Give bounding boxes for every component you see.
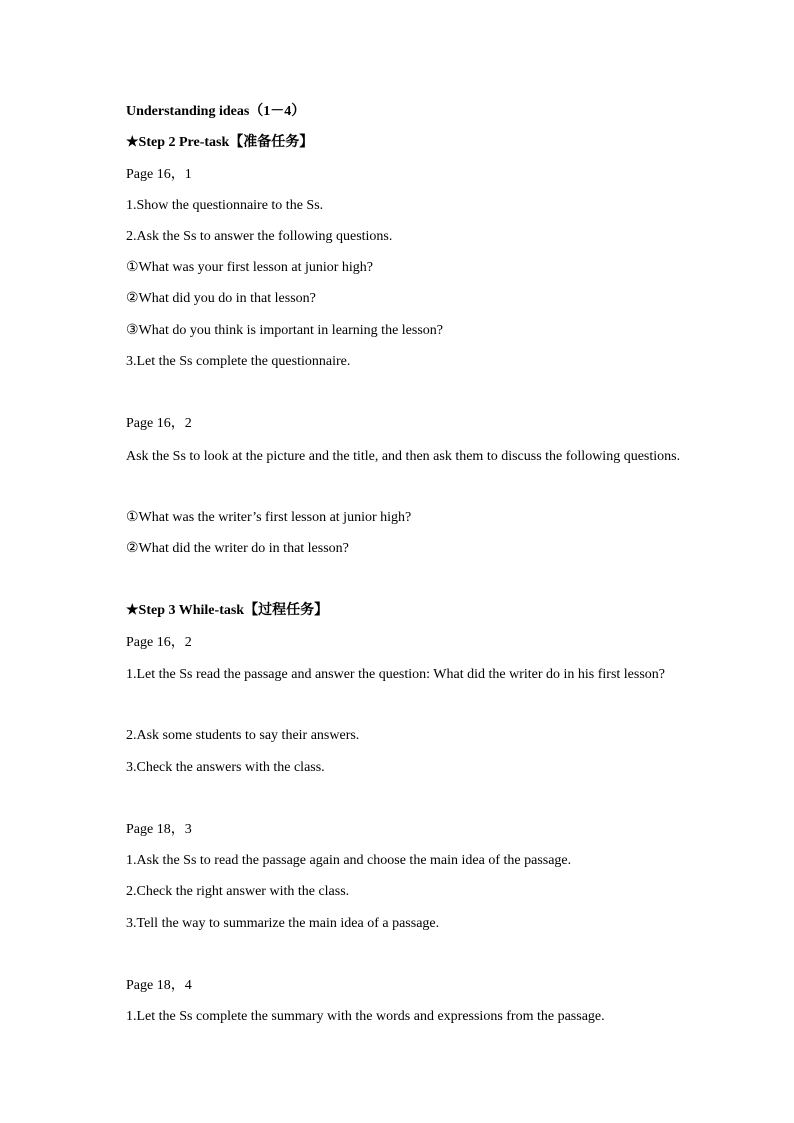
step3-item: 1.Let the Ss complete the summary with the words and expressions from the passage.: [126, 1009, 605, 1024]
step2-question: ②What did the writer do in that lesson?: [126, 541, 349, 556]
step3-item: 3.Tell the way to summarize the main idea of a passage.: [126, 916, 440, 931]
step3-item: 3.Check the answers with the class.: [126, 760, 325, 775]
step2-question: ①What was the writer’s first lesson at junior high?: [126, 510, 412, 525]
step3-page-ref-1: Page 16，2: [126, 635, 192, 650]
step2-item: 3.Let the Ss complete the questionnaire.: [126, 354, 351, 369]
step2-item: 1.Show the questionnaire to the Ss.: [126, 198, 324, 213]
step3-item: 1.Ask the Ss to read the passage again and choose the main idea of the passage.: [126, 853, 572, 868]
step3-paragraph: 1.Let the Ss read the passage and answer the question: What did the writer do in his first lesson?: [126, 667, 665, 682]
step3-item: 2.Ask some students to say their answers.: [126, 728, 360, 743]
step3-item: 2.Check the right answer with the class.: [126, 884, 350, 899]
step3-page-ref-3: Page 18，4: [126, 978, 192, 993]
step2-page-ref-1: Page 16，1: [126, 167, 192, 182]
step2-question: ③What do you think is important in learning the lesson?: [126, 323, 443, 338]
step2-heading: ★Step 2 Pre-task【准备任务】: [126, 135, 314, 150]
step2-item: 2.Ask the Ss to answer the following questions.: [126, 229, 393, 244]
step2-page-ref-2: Page 16，2: [126, 416, 192, 431]
step2-paragraph: Ask the Ss to look at the picture and the title, and then ask them to discuss the following questions.: [126, 449, 681, 464]
section-title: Understanding ideas（1－4）: [126, 104, 306, 119]
step3-page-ref-2: Page 18，3: [126, 822, 192, 837]
step3-heading: ★Step 3 While-task【过程任务】: [126, 603, 329, 618]
step2-question: ②What did you do in that lesson?: [126, 291, 316, 306]
step2-question: ①What was your first lesson at junior high?: [126, 260, 374, 275]
